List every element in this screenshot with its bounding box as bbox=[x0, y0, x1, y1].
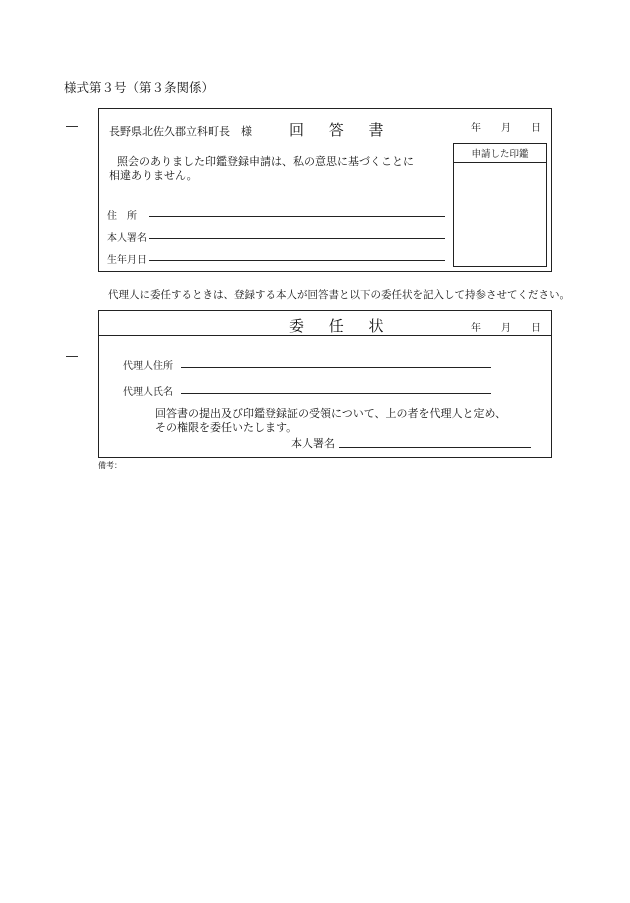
margin-mark bbox=[66, 126, 78, 127]
seal-box[interactable] bbox=[453, 143, 547, 267]
reply-body-line1: 照会のありました印鑑登録申請は、私の意思に基づくことに bbox=[117, 155, 414, 168]
signature-input-line[interactable] bbox=[149, 238, 445, 239]
birthdate-label: 生年月日 bbox=[107, 255, 147, 266]
poa-body-line1: 回答書の提出及び印鑑登録証の受領について、上の者を代理人と定め、 bbox=[155, 407, 507, 420]
year-label: 年 bbox=[471, 123, 481, 134]
reply-date bbox=[471, 119, 541, 134]
day-label: 日 bbox=[531, 323, 541, 334]
poa-signature-label: 本人署名 bbox=[291, 437, 335, 450]
month-label: 月 bbox=[501, 123, 511, 134]
reply-body-line2: 相違ありません。 bbox=[109, 169, 198, 182]
power-of-attorney-box bbox=[98, 310, 552, 458]
remarks-label: 備考： bbox=[98, 461, 122, 470]
address-input-line[interactable] bbox=[149, 216, 445, 217]
poa-body-line2: その権限を委任いたします。 bbox=[155, 421, 298, 434]
agent-address-label: 代理人住所 bbox=[123, 361, 173, 372]
reply-form-title: 回 答 書 bbox=[289, 121, 394, 139]
month-label: 月 bbox=[501, 323, 511, 334]
signature-label: 本人署名 bbox=[107, 233, 147, 244]
agent-name-label: 代理人氏名 bbox=[123, 387, 173, 398]
poa-date bbox=[471, 319, 541, 334]
reply-form-box bbox=[98, 108, 552, 272]
agent-address-input-line[interactable] bbox=[181, 367, 491, 368]
poa-signature-input-line[interactable] bbox=[339, 447, 531, 448]
delegation-instruction: 代理人に委任するときは、登録する本人が回答書と以下の委任状を記入して持参させてください。 bbox=[108, 289, 570, 301]
power-of-attorney-title: 委 任 状 bbox=[289, 317, 394, 335]
day-label: 日 bbox=[531, 123, 541, 134]
agent-name-input-line[interactable] bbox=[181, 393, 491, 394]
seal-label: 申請した印鑑 bbox=[454, 144, 546, 163]
address-label: 住 所 bbox=[107, 211, 137, 222]
year-label: 年 bbox=[471, 323, 481, 334]
addressee: 長野県北佐久郡立科町長 様 bbox=[109, 125, 252, 138]
margin-mark bbox=[66, 356, 78, 357]
birthdate-input-line[interactable] bbox=[149, 260, 445, 261]
form-number: 様式第３号（第３条関係） bbox=[64, 80, 215, 95]
